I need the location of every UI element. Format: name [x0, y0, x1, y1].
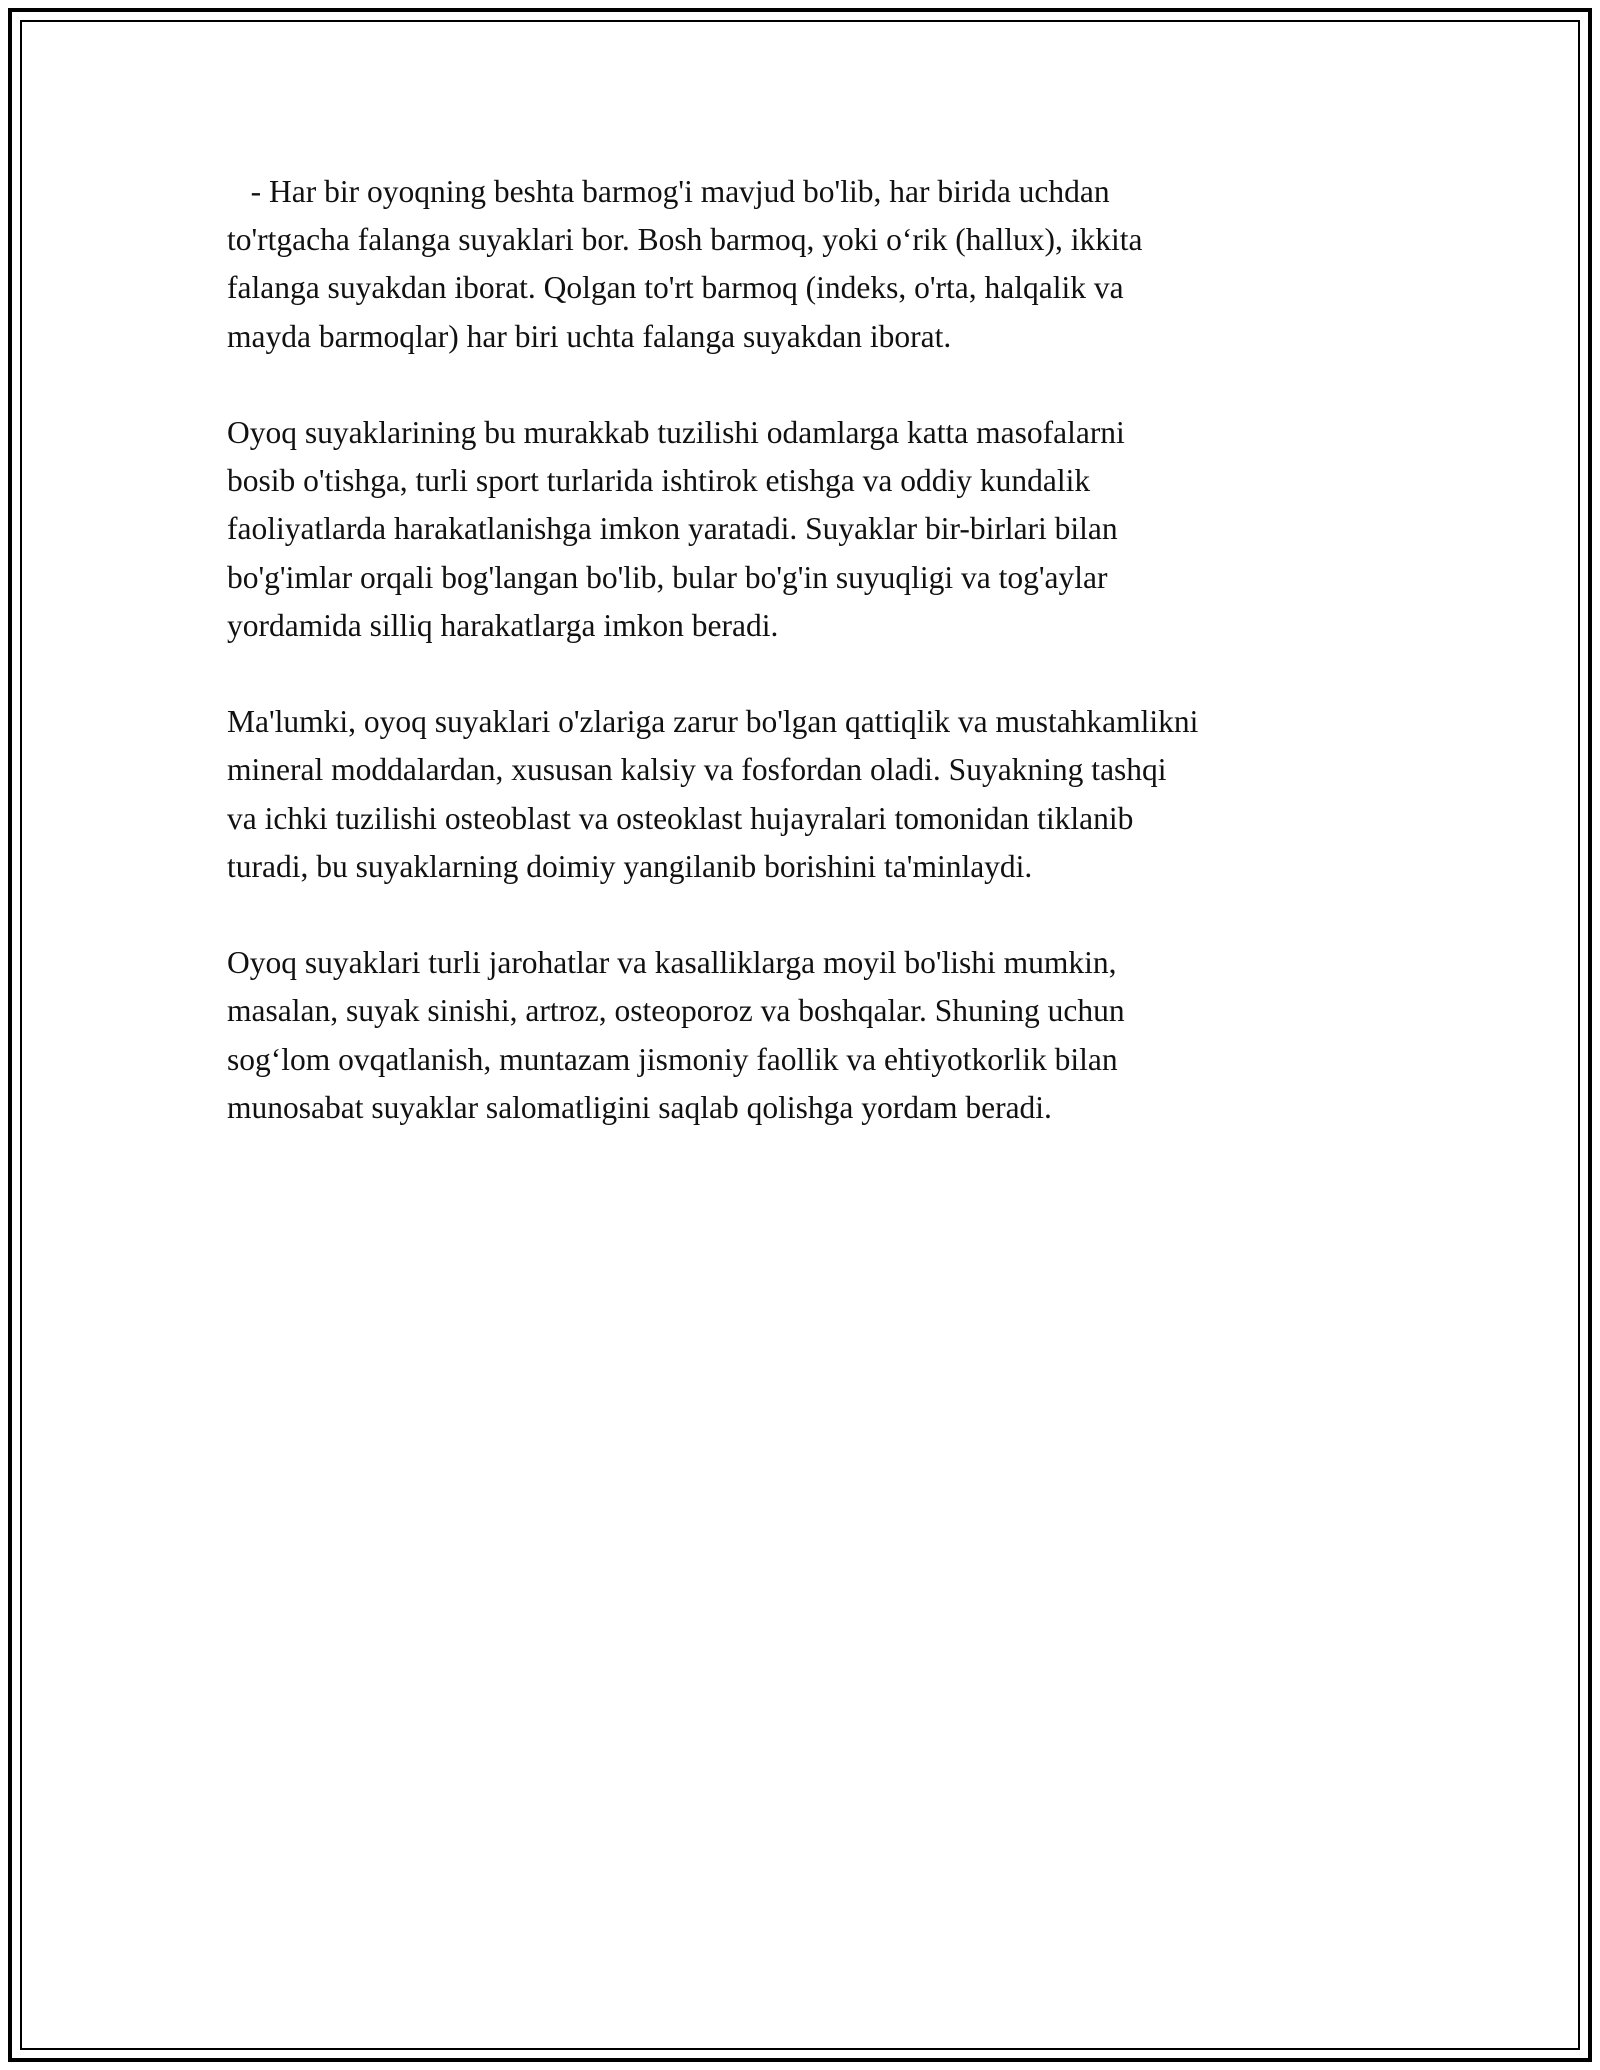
text-line: - Har bir oyoqning beshta barmog'i mavjud bo'lib, har birida uchdan [227, 174, 1110, 209]
text-line: va ichki tuzilishi osteoblast va osteoklast hujayralari tomonidan tiklanib [227, 800, 1134, 836]
text-line: sog‘lom ovqatlanish, muntazam jismoniy faollik va ehtiyotkorlik bilan [227, 1041, 1118, 1077]
text-line: Oyoq suyaklarining bu murakkab tuzilishi odamlarga katta masofalarni [227, 415, 1125, 450]
text-line: faoliyatlarda harakatlanishga imkon yaratadi. Suyaklar bir-birlari bilan [227, 511, 1118, 547]
text-line: bo'g'imlar orqali bog'langan bo'lib, bular bo'g'in suyuqligi va tog'aylar [227, 559, 1108, 595]
text-line: Oyoq suyaklari turli jarohatlar va kasalliklarga moyil bo'lishi mumkin, [227, 945, 1117, 981]
text-line: munosabat suyaklar salomatligini saqlab qolishga yordam beradi. [227, 1089, 1052, 1125]
text-line: turadi, bu suyaklarning doimiy yangilanib borishini ta'minlaydi. [227, 848, 1033, 884]
text-line: mayda barmoqlar) har biri uchta falanga suyakdan iborat. [227, 318, 952, 354]
paragraph-bone-minerals [227, 698, 1387, 891]
text-line: Ma'lumki, oyoq suyaklari o'zlariga zarur bo'lgan qattiqlik va mustahkamlikni [227, 704, 1199, 740]
document-body [227, 168, 1387, 1180]
paragraph-toe-phalanges [227, 168, 1387, 361]
text-line: bosib o'tishga, turli sport turlarida ishtirok etishga va oddiy kundalik [227, 463, 1091, 499]
text-line: yordamida silliq harakatlarga imkon beradi. [227, 607, 779, 643]
paragraph-foot-structure [227, 409, 1387, 650]
text-line: mineral moddalardan, xususan kalsiy va fosfordan oladi. Suyakning tashqi [227, 752, 1167, 788]
text-line: masalan, suyak sinishi, artroz, osteoporoz va boshqalar. Shuning uchun [227, 993, 1125, 1029]
text-line: to'rtgacha falanga suyaklari bor. Bosh barmoq, yoki o‘rik (hallux), ikkita [227, 222, 1143, 258]
paragraph-bone-health [227, 939, 1387, 1132]
text-line: falanga suyakdan iborat. Qolgan to'rt barmoq (indeks, o'rta, halqalik va [227, 270, 1124, 306]
